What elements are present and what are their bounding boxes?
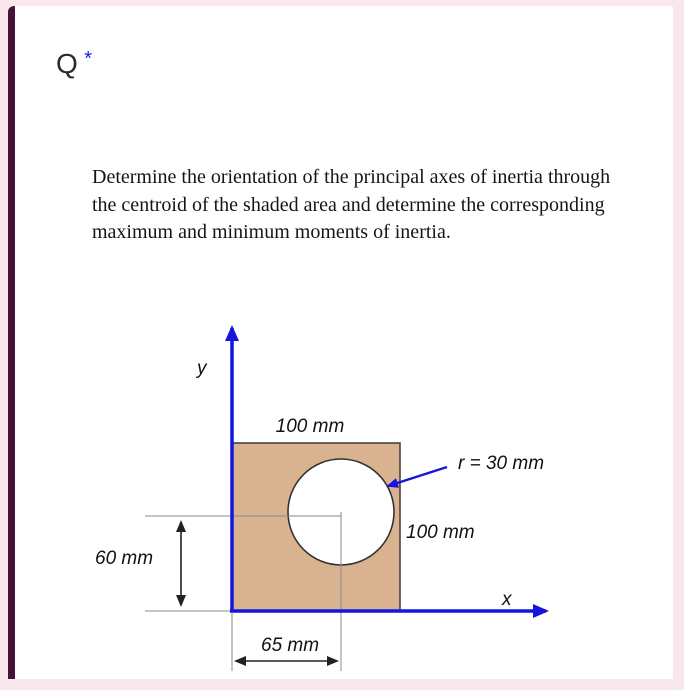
- top-width-label: 100 mm: [276, 416, 345, 437]
- question-header: [56, 48, 93, 80]
- accent-bar: [8, 6, 15, 679]
- required-asterisk: *: [84, 48, 92, 70]
- question-label: Q: [56, 48, 78, 79]
- right-height-label: 100 mm: [406, 522, 475, 543]
- inertia-figure: [70, 306, 600, 685]
- y-axis-label: y: [195, 358, 208, 379]
- x-axis-label: x: [501, 589, 513, 610]
- question-card: [8, 6, 673, 679]
- question-text: Determine the orientation of the principal axes of inertia through the centroid of the shaded area and determine the corresponding maximum and minimum moments of inertia.: [92, 164, 616, 247]
- left-offset-label: 60 mm: [95, 548, 153, 569]
- hole-radius-label: r = 30 mm: [458, 453, 544, 474]
- bottom-offset-label: 65 mm: [261, 635, 319, 656]
- inertia-diagram: [70, 306, 600, 685]
